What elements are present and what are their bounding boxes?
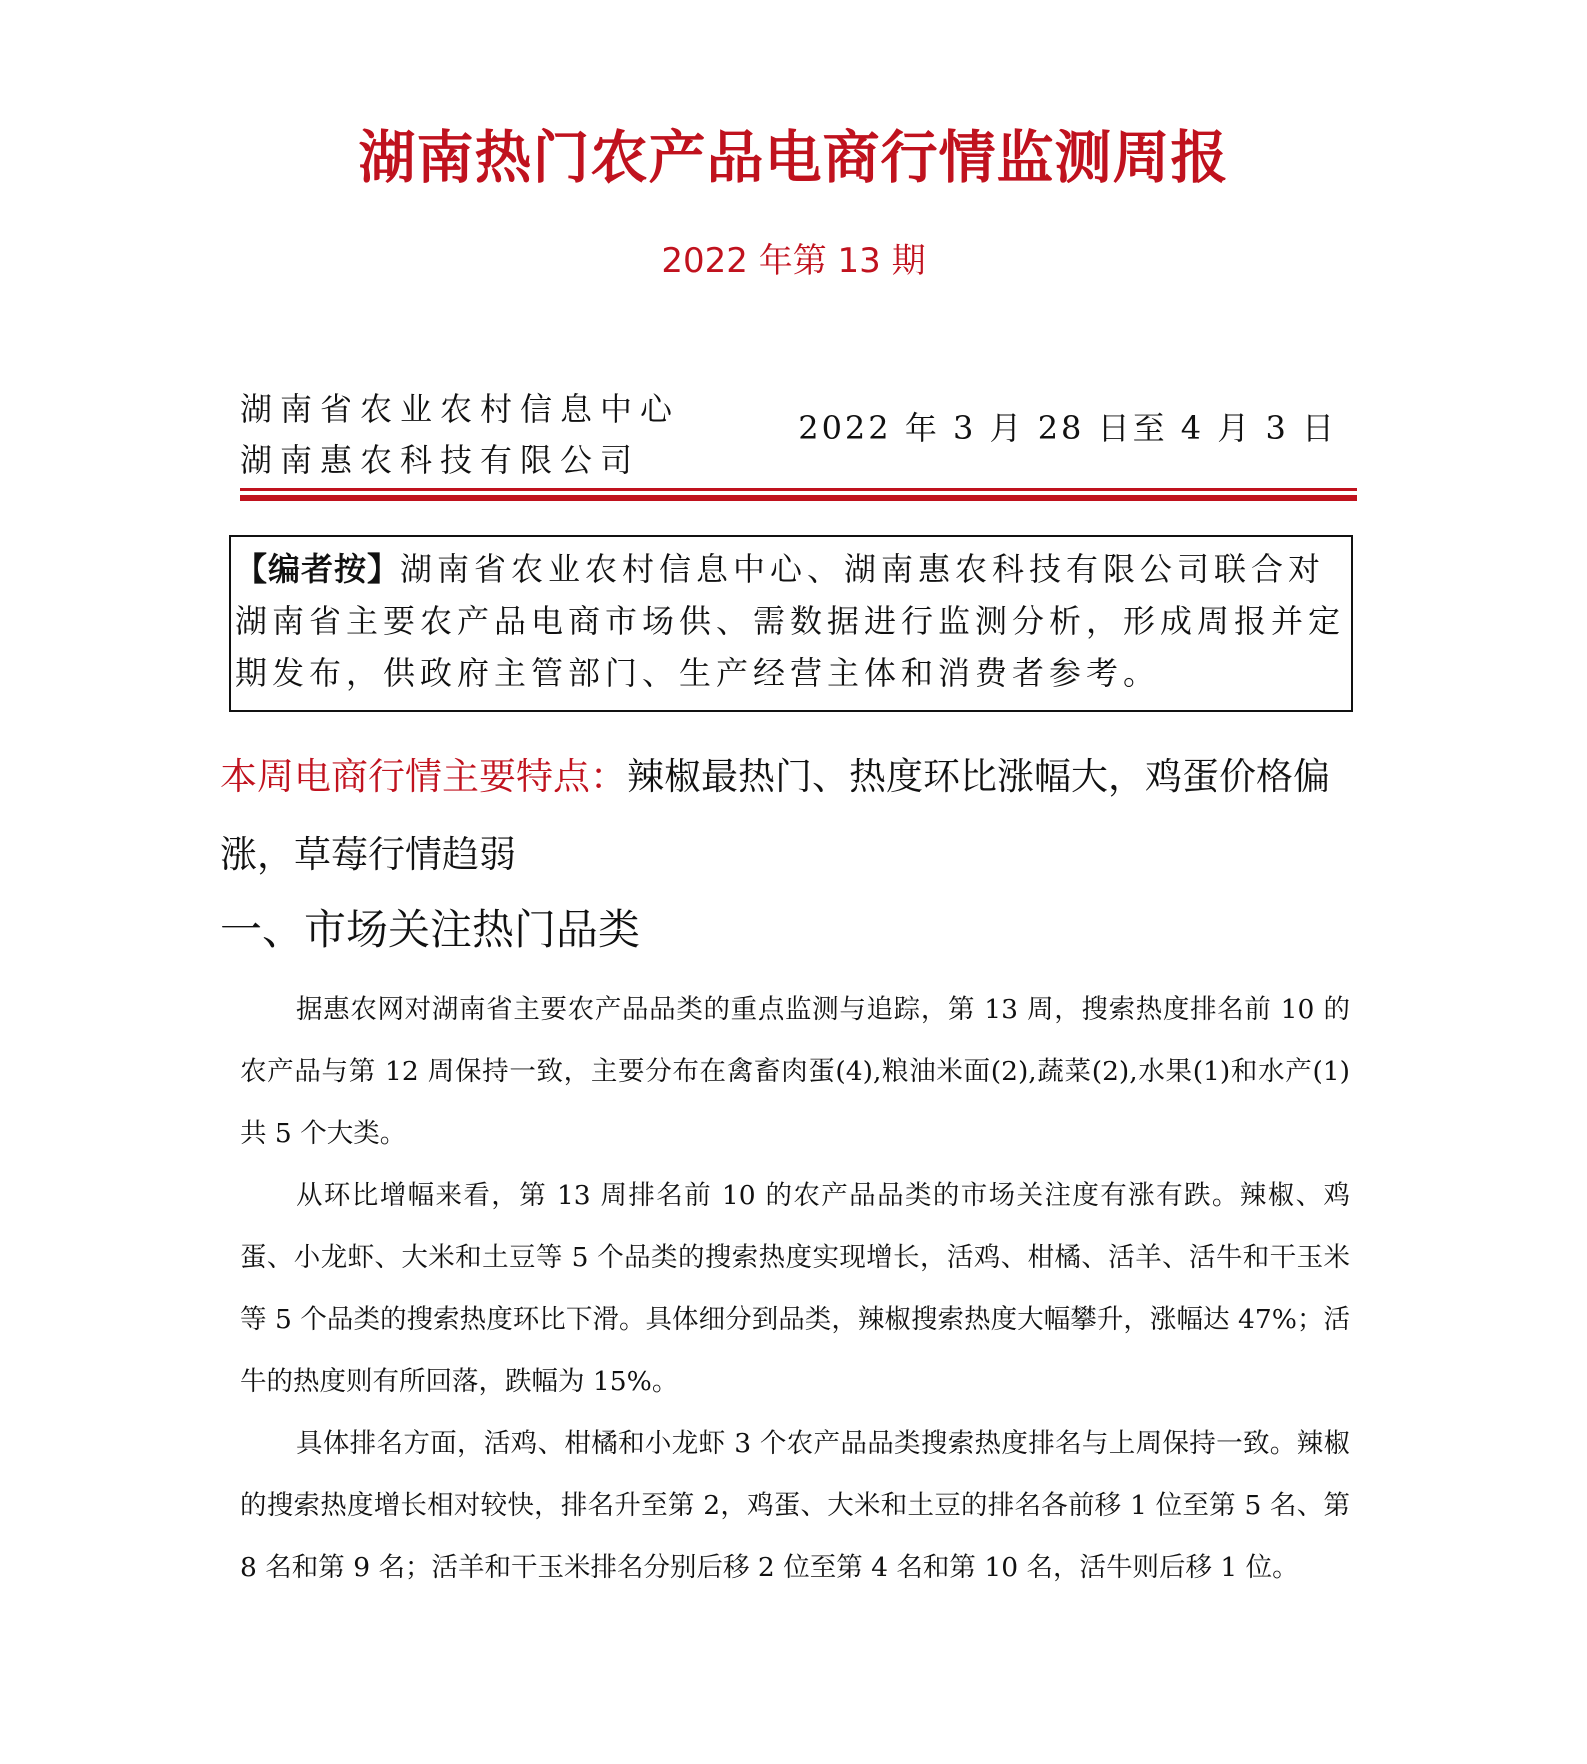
publisher-org-2: 湖南惠农科技有限公司: [240, 441, 641, 479]
report-title: 湖南热门农产品电商行情监测周报: [358, 125, 1229, 191]
publisher-org-1: 湖南省农业农村信息中心: [240, 390, 681, 428]
body-paragraph: 据惠农网对湖南省主要农产品品类的重点监测与追踪，第 13 周，搜索热度排名前 10 的农产品与第 12 周保持一致，主要分布在禽畜肉蛋(4),粮油米面(2),蔬菜(2),水果(1)和水产(1)共 5 个大类。: [240, 994, 1350, 1149]
section-heading: 一、市场关注热门品类: [220, 905, 641, 954]
features-label: 本周电商行情主要特点：: [220, 755, 627, 798]
editor-note-label: 【编者按】: [235, 550, 401, 588]
editor-note-paragraph: [235, 543, 1345, 699]
report-date-range: 2022 年 3 月 28 日至 4 月 3 日: [798, 409, 1337, 447]
weekly-features: [220, 738, 1370, 894]
body-paragraph: 具体排名方面，活鸡、柑橘和小龙虾 3 个农产品品类搜索热度排名与上周保持一致。辣椒的搜索热度增长相对较快，排名升至第 2，鸡蛋、大米和土豆的排名各前移 1 位至第 5 名、第 8 名和第 9 名；活羊和干玉米排名分别后移 2 位至第 4 名和第 10 名，活牛则后移 1 位。: [240, 1428, 1350, 1583]
header-divider-thin: [240, 488, 1357, 491]
body-paragraph: 从环比增幅来看，第 13 周排名前 10 的农产品品类的市场关注度有涨有跌。辣椒、鸡蛋、小龙虾、大米和土豆等 5 个品类的搜索热度实现增长，活鸡、柑橘、活羊、活牛和干玉米等 5 个品类的搜索热度环比下滑。具体细分到品类，辣椒搜索热度大幅攀升，涨幅达 47%；活牛的热度则有所回落，跌幅为 15%。: [240, 1180, 1350, 1397]
header-divider-thick: [240, 495, 1357, 501]
section-body: [240, 979, 1350, 1599]
editor-note-text: 湖南省农业农村信息中心、湖南惠农科技有限公司联合对湖南省主要农产品电商市场供、需数据进行监测分析，形成周报并定期发布，供政府主管部门、生产经营主体和消费者参考。: [235, 550, 1346, 692]
features-text: 辣椒最热门、热度环比涨幅大，鸡蛋价格偏涨，草莓行情趋弱: [220, 755, 1330, 876]
editor-note-box: [229, 535, 1353, 712]
issue-number: 2022 年第 13 期: [661, 241, 926, 281]
